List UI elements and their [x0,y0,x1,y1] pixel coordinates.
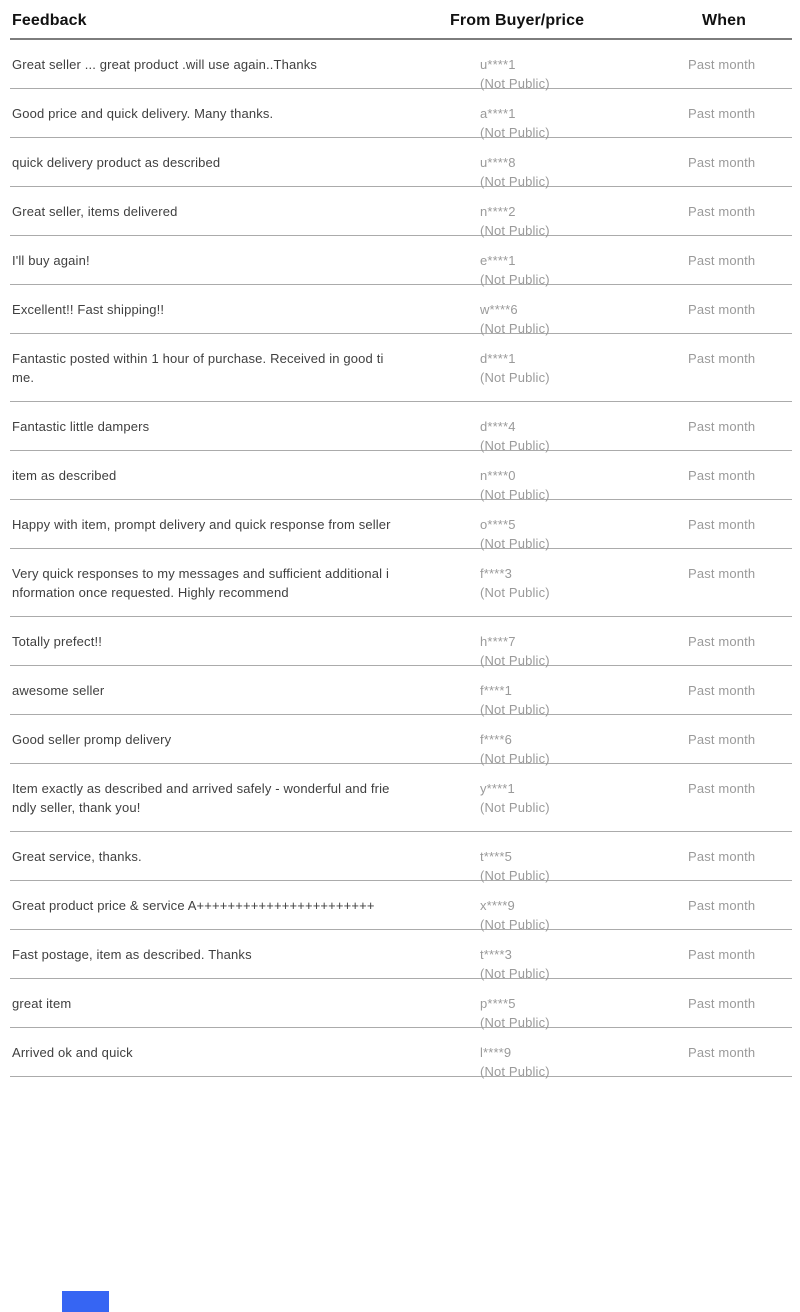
feedback-row [10,451,792,500]
buyer-cell [480,251,550,289]
buyer-privacy-note: (Not Public) [480,125,550,140]
buyer-privacy-note: (Not Public) [480,536,550,551]
buyer-privacy-note: (Not Public) [480,438,550,453]
feedback-text: Good price and quick delivery. Many thanks. [12,106,274,121]
feedback-row [10,549,792,617]
buyer-masked-id: y****1 [480,781,515,796]
when-value: Past month [688,1045,756,1060]
feedback-text: Very quick responses to my messages and sufficient additional information once requested. Highly recommend [12,566,390,600]
feedback-text: Fast postage, item as described. Thanks [12,947,252,962]
feedback-row [10,187,792,236]
when-value: Past month [688,253,756,268]
buyer-cell [480,945,550,983]
feedback-row [10,40,792,89]
feedback-row [10,764,792,832]
buyer-masked-id: n****2 [480,204,516,219]
buyer-masked-id: l****9 [480,1045,512,1060]
feedback-text: Arrived ok and quick [12,1045,133,1060]
when-value: Past month [688,57,756,72]
buyer-cell [480,300,550,338]
feedback-row [10,666,792,715]
buyer-masked-id: f****1 [480,683,512,698]
when-value: Past month [688,351,756,366]
buyer-cell [480,1043,550,1081]
buyer-privacy-note: (Not Public) [480,966,550,981]
feedback-text: Great seller, items delivered [12,204,178,219]
feedback-text: Great product price & service A+++++++++++++++++++++++ [12,898,375,913]
buyer-cell [480,896,550,934]
buyer-privacy-note: (Not Public) [480,868,550,883]
buyer-cell [480,55,550,93]
feedback-row [10,285,792,334]
feedback-text: I'll buy again! [12,253,90,268]
buyer-privacy-note: (Not Public) [480,321,550,336]
buyer-privacy-note: (Not Public) [480,223,550,238]
buyer-masked-id: d****1 [480,351,516,366]
column-header-when: When [702,12,746,29]
buyer-masked-id: f****6 [480,732,512,747]
when-value: Past month [688,898,756,913]
buyer-privacy-note: (Not Public) [480,751,550,766]
buyer-cell [480,779,550,817]
feedback-text: item as described [12,468,117,483]
feedback-text: Good seller promp delivery [12,732,172,747]
feedback-row [10,402,792,451]
buyer-masked-id: x****9 [480,898,515,913]
buyer-masked-id: h****7 [480,634,516,649]
buyer-cell [480,349,550,387]
feedback-row [10,138,792,187]
feedback-row [10,334,792,402]
feedback-row [10,500,792,549]
buyer-privacy-note: (Not Public) [480,1064,550,1079]
buyer-privacy-note: (Not Public) [480,702,550,717]
feedback-row [10,236,792,285]
buyer-masked-id: o****5 [480,517,516,532]
buyer-cell [480,847,550,885]
when-value: Past month [688,849,756,864]
buyer-privacy-note: (Not Public) [480,272,550,287]
when-value: Past month [688,947,756,962]
buyer-privacy-note: (Not Public) [480,917,550,932]
buyer-masked-id: t****5 [480,849,512,864]
buyer-privacy-note: (Not Public) [480,1015,550,1030]
feedback-row [10,881,792,930]
buyer-privacy-note: (Not Public) [480,585,550,600]
feedback-row [10,832,792,881]
feedback-text: Excellent!! Fast shipping!! [12,302,165,317]
buyer-masked-id: n****0 [480,468,516,483]
feedback-text: Great seller ... great product .will use again..Thanks [12,57,318,72]
buyer-masked-id: w****6 [480,302,518,317]
when-value: Past month [688,302,756,317]
buyer-masked-id: u****1 [480,57,516,72]
when-value: Past month [688,634,756,649]
when-value: Past month [688,155,756,170]
buyer-cell [480,994,550,1032]
buyer-cell [480,681,550,719]
feedback-text: Happy with item, prompt delivery and quick response from seller [12,517,391,532]
buyer-cell [480,515,550,553]
when-value: Past month [688,732,756,747]
buyer-privacy-note: (Not Public) [480,800,550,815]
buyer-cell [480,564,550,602]
buyer-cell [480,730,550,768]
when-value: Past month [688,106,756,121]
buyer-masked-id: t****3 [480,947,512,962]
when-value: Past month [688,683,756,698]
partial-blue-element[interactable] [62,1291,109,1312]
buyer-privacy-note: (Not Public) [480,76,550,91]
table-header-row [10,0,792,40]
feedback-text: Item exactly as described and arrived safely - wonderful and friendly seller, thank you! [12,781,390,815]
when-value: Past month [688,517,756,532]
buyer-privacy-note: (Not Public) [480,174,550,189]
buyer-masked-id: f****3 [480,566,512,581]
when-value: Past month [688,419,756,434]
feedback-row [10,979,792,1028]
feedback-text: Fantastic little dampers [12,419,150,434]
buyer-privacy-note: (Not Public) [480,653,550,668]
buyer-masked-id: a****1 [480,106,516,121]
feedback-table [10,0,792,1077]
buyer-cell [480,104,550,142]
when-value: Past month [688,204,756,219]
feedback-text: awesome seller [12,683,105,698]
feedback-text: great item [12,996,72,1011]
buyer-cell [480,153,550,191]
buyer-masked-id: p****5 [480,996,516,1011]
when-value: Past month [688,468,756,483]
feedback-text: Fantastic posted within 1 hour of purchase. Received in good time. [12,351,384,385]
column-header-from-buyer-price: From Buyer/price [450,12,585,29]
buyer-masked-id: d****4 [480,419,516,434]
feedback-text: Great service, thanks. [12,849,142,864]
feedback-row [10,617,792,666]
buyer-masked-id: u****8 [480,155,516,170]
when-value: Past month [688,566,756,581]
feedback-rows-container [10,40,792,1077]
buyer-cell [480,202,550,240]
buyer-cell [480,466,550,504]
feedback-row [10,89,792,138]
buyer-masked-id: e****1 [480,253,516,268]
feedback-row [10,715,792,764]
feedback-row [10,1028,792,1077]
buyer-cell [480,632,550,670]
when-value: Past month [688,996,756,1011]
when-value: Past month [688,781,756,796]
buyer-privacy-note: (Not Public) [480,370,550,385]
feedback-text: quick delivery product as described [12,155,221,170]
buyer-privacy-note: (Not Public) [480,487,550,502]
feedback-text: Totally prefect!! [12,634,102,649]
column-header-feedback: Feedback [12,12,87,29]
buyer-cell [480,417,550,455]
feedback-row [10,930,792,979]
